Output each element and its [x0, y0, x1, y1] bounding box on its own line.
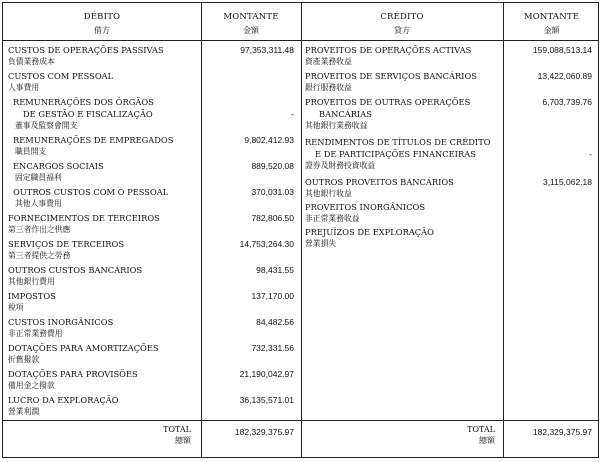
debit-label: ENCARGOS SOCIAIS 固定職員福利	[13, 161, 104, 182]
debit-label: REMUNERAÇÕES DE EMPREGADOS 職員開支	[13, 135, 174, 156]
debit-total-label: TOTAL 總額	[163, 425, 191, 445]
debit-label: FORNECIMENTOS DE TERCEIROS 第三者作出之供應	[8, 213, 160, 234]
credit-total-label: TOTAL 總額	[467, 425, 495, 445]
debit-amount: 36,135,571.01	[239, 395, 294, 405]
debit-label: REMUNERAÇÕES DOS ÓRGÃOS DE GESTÃO E FISCALIZAÇÃO 董事及監察會開支	[13, 97, 154, 130]
debit-amount: 732,331.56	[251, 343, 294, 353]
header-credit-amount: MONTANTE 金額	[523, 12, 580, 35]
debit-label: CUSTOS INORGÂNICOS 非正常業務費用	[8, 317, 114, 338]
credit-label: PROVEITOS INORGÂNICOS 非正常業務收益	[305, 202, 426, 223]
debit-amount: 137,170.00	[251, 291, 294, 301]
header-credit: CRÉDITO 貸方	[380, 12, 424, 35]
credit-total-amount: 182,329,375.97	[532, 427, 592, 437]
credit-amount: 13,422,060.89	[537, 71, 592, 81]
credit-amount: -	[589, 149, 592, 159]
credit-label: PROVEITOS DE OUTRAS OPERAÇÕES BANCÁRIAS 其他銀行業務收益	[305, 97, 471, 130]
debit-label: LUCRO DA EXPLORAÇÃO 營業利潤	[8, 395, 119, 416]
debit-label: OUTROS CUSTOS COM O PESSOAL 其他人事費用	[13, 187, 169, 208]
credit-amount: 6,703,739.76	[542, 97, 592, 107]
column-divider	[503, 3, 504, 457]
credit-label: OUTROS PROVEITOS BANCÁRIOS 其他銀行收益	[305, 177, 454, 198]
debit-amount: 98,431.55	[256, 265, 294, 275]
header-divider	[3, 40, 598, 41]
debit-label: DOTAÇÕES PARA AMORTIZAÇÕES 折舊撥款	[8, 343, 159, 364]
debit-label: OUTROS CUSTOS BANCÁRIOS 其他銀行費用	[8, 265, 143, 286]
header-debit: DÉBITO 借方	[83, 12, 121, 35]
credit-label: RENDIMENTOS DE TÍTULOS DE CRÉDITO E DE PARTICIPAÇÕES FINANCEIRAS 證券及財務投資收益	[305, 137, 491, 170]
credit-amount: 159,088,513.14	[532, 45, 592, 55]
credit-label: PREJUÍZOS DE EXPLORAÇÃO 營業損失	[305, 227, 434, 248]
debit-amount: 14,753,264.30	[239, 239, 294, 249]
header-debit-amount: MONTANTE 金額	[223, 12, 279, 35]
debit-label: DOTAÇÕES PARA PROVISÕES 備用金之撥款	[8, 369, 138, 390]
debit-amount: 9,802,412.93	[244, 135, 294, 145]
credit-label: PROVEITOS DE OPERAÇÕES ACTIVAS 資產業務收益	[305, 45, 472, 66]
debit-amount: 97,353,311.48	[240, 45, 294, 55]
debit-amount: 84,482.56	[256, 317, 294, 327]
debit-label: IMPOSTOS 稅項	[8, 291, 56, 312]
column-divider	[201, 3, 202, 457]
debit-amount: 370,031.03	[251, 187, 294, 197]
debit-label: CUSTOS DE OPERAÇÕES PASSIVAS 負債業務成本	[8, 45, 164, 66]
debit-label: CUSTOS COM PESSOAL 人事費用	[8, 71, 114, 92]
financial-statement-table	[2, 2, 599, 458]
debit-amount: -	[291, 109, 294, 119]
debit-label: SERVIÇOS DE TERCEIROS 第三者提供之勞務	[8, 239, 125, 260]
column-divider	[301, 3, 302, 457]
credit-label: PROVEITOS DE SERVIÇOS BANCÁRIOS 銀行服務收益	[305, 71, 477, 92]
credit-amount: 3,115,062.18	[543, 177, 592, 187]
debit-amount: 782,806.50	[251, 213, 294, 223]
debit-amount: 889,520.08	[251, 161, 294, 171]
debit-amount: 21,190,042.97	[239, 369, 294, 379]
total-divider	[3, 420, 598, 421]
debit-total-amount: 182,329,375.97	[234, 427, 294, 437]
